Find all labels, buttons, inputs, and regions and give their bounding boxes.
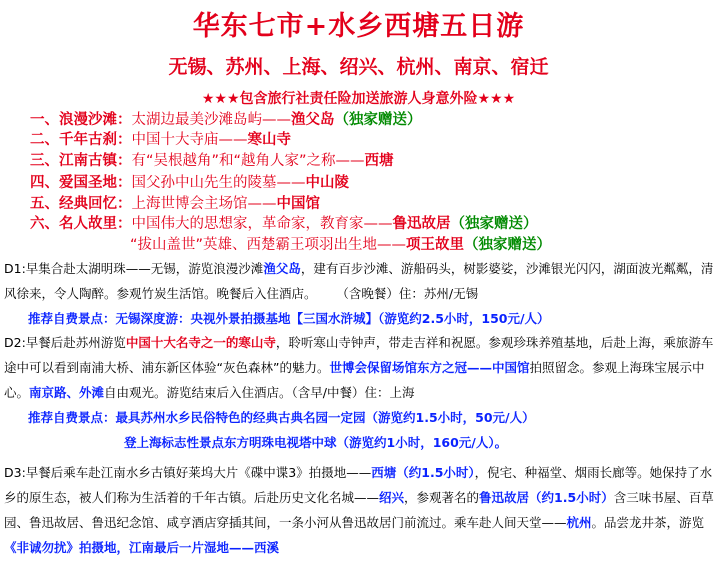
highlight-item xyxy=(30,110,422,130)
day-2-section xyxy=(4,330,714,455)
highlight-place: 中山陵 xyxy=(305,175,349,191)
highlight-item xyxy=(30,173,349,193)
day-text: ，参观著名的 xyxy=(404,490,480,505)
day-meal-lodging: （含晚餐）住：苏州/无锡 xyxy=(336,286,479,301)
day-highlight: 《非诚勿扰》拍摄地，江南最后一片湿地——西溪 xyxy=(4,540,280,555)
day-highlight: 中国十大名寺之一的寒山寺 xyxy=(125,335,276,350)
day-highlight: 世博会保留场馆东方之冠——中国馆 xyxy=(329,360,530,375)
highlight-place: 鲁迅故居 xyxy=(392,216,451,232)
city-list: 无锡、苏州、上海、绍兴、杭州、南京、宿迁 xyxy=(168,56,549,78)
highlight-sep: ： xyxy=(117,153,132,169)
day-highlight: 西塘（约1.5小时） xyxy=(371,465,475,480)
highlight-sep: ： xyxy=(117,196,132,212)
day-text: ，建有百步沙滩、游船码头，树影婆娑，沙滩银光闪闪，湖面波光粼粼，清风徐来，令人陶醉。参观竹炭生活馆。晚餐后入住酒店。 xyxy=(4,261,714,301)
day-text: 拍照留念。参观上海珠宝展示中心。 xyxy=(4,360,705,400)
day-label: D2: xyxy=(4,335,26,350)
day-2-text xyxy=(4,330,714,405)
highlight-number: 二、 xyxy=(30,132,59,148)
day-highlight: 南京路、外滩 xyxy=(29,385,105,400)
highlight-place: 渔父岛 xyxy=(291,112,335,128)
highlight-key: 爱国圣地 xyxy=(59,175,117,191)
optional-attraction: 推荐自费景点：最具苏州水乡民俗特色的经典古典名园一定园（游览约1.5小时，50元/人） xyxy=(28,410,535,425)
optional-attraction: 登上海标志性景点东方明珠电视塔中球（游览约1小时，160元/人）。 xyxy=(124,435,508,450)
highlight-item xyxy=(30,151,394,171)
highlight-sep: ： xyxy=(117,175,132,191)
page-title: 华东七市+水乡西塘五日游 xyxy=(192,11,525,42)
day-text: 早集合赴太湖明珠——无锡，游览浪漫沙滩 xyxy=(25,261,264,276)
day-text: ，聆听寒山寺钟声，带走吉祥和祝愿。参观珍珠养殖基地，后赴上海，乘旅游车途中可以看到南浦大桥、浦东新区体验“灰色森林”的魅力。 xyxy=(4,335,714,375)
day-highlight: 绍兴 xyxy=(379,490,405,505)
day-text: 自由观光。游览结束后入住酒店。（含早/中餐）住：上海 xyxy=(104,385,415,400)
insurance-banner: ★★★包含旅行社责任险加送旅游人身意外险★★★ xyxy=(201,91,516,107)
highlight-number: 一、 xyxy=(30,112,59,128)
highlight-place: 西塘 xyxy=(364,153,394,169)
day-2-recommend xyxy=(4,405,714,430)
highlight-number: 四、 xyxy=(30,175,59,191)
highlight-desc: 国父孙中山先生的陵墓—— xyxy=(131,175,306,191)
day-3-text xyxy=(4,460,714,560)
highlight-key: 经典回忆 xyxy=(59,196,117,212)
day-label: D1: xyxy=(4,261,26,276)
day-highlight: 鲁迅故居（约1.5小时） xyxy=(479,490,614,505)
optional-attraction: 推荐自费景点：无锡深度游：央视外景拍摄基地【三国水浒城】（游览约2.5小时，150元/人） xyxy=(28,311,550,326)
highlight-key: 浪漫沙滩 xyxy=(59,112,117,128)
highlight-desc: “拔山盖世”英雄、西楚霸王项羽出生地—— xyxy=(130,237,407,253)
day-2-recommend xyxy=(4,430,714,455)
highlight-desc: 有“吴根越角”和“越角人家”之称—— xyxy=(131,153,365,169)
day-1-text xyxy=(4,256,714,306)
highlight-sep: ： xyxy=(117,112,132,128)
highlight-bonus: （独家赠送） xyxy=(464,237,552,253)
day-text: 早餐后乘车赴江南水乡古镇好莱坞大片《碟中谍3》拍摄地—— xyxy=(25,465,372,480)
highlight-desc: 中国十大寺庙—— xyxy=(131,132,248,148)
highlight-item xyxy=(30,194,320,214)
day-text: 。品尝龙井茶，游览 xyxy=(591,515,705,530)
highlight-sep: ： xyxy=(117,132,132,148)
highlight-number: 三、 xyxy=(30,153,59,169)
day-label: D3: xyxy=(4,465,26,480)
highlight-place: 项王故里 xyxy=(406,237,465,253)
day-1-recommend xyxy=(4,306,714,331)
highlight-place: 寒山寺 xyxy=(247,132,291,148)
highlight-desc: 太湖边最美沙滩岛屿—— xyxy=(131,112,291,128)
highlight-item xyxy=(30,130,291,150)
highlight-number: 六、 xyxy=(30,216,59,232)
day-1-section xyxy=(4,256,714,331)
day-text: ，倪宅、种福堂、烟雨长廊等。她保持了水乡的原生态，被人们称为生活着的千年古镇。后赴历史文化名城—— xyxy=(4,465,713,505)
day-highlight: 杭州 xyxy=(566,515,592,530)
highlight-bonus: （独家赠送） xyxy=(334,112,422,128)
highlight-key: 千年古刹 xyxy=(59,132,117,148)
day-text: 早餐后赴苏州游览 xyxy=(25,335,126,350)
day-text: 含三味书屋、百草园、鲁迅故居、鲁迅纪念馆、咸亨酒店穿插其间，一条小河从鲁迅故居门前流过。乘车赴人间天堂—— xyxy=(4,490,714,530)
highlight-desc: 中国伟大的思想家，革命家，教育家—— xyxy=(131,216,393,232)
day-highlight: 渔父岛 xyxy=(263,261,301,276)
highlight-bonus: （独家赠送） xyxy=(450,216,538,232)
day-3-section xyxy=(4,460,714,560)
highlight-key: 江南古镇 xyxy=(59,153,117,169)
highlight-item xyxy=(130,235,551,255)
highlight-sep: ： xyxy=(117,216,132,232)
highlight-number: 五、 xyxy=(30,196,59,212)
highlight-desc: 上海世博会主场馆—— xyxy=(131,196,277,212)
highlight-place: 中国馆 xyxy=(276,196,320,212)
highlight-key: 名人故里 xyxy=(59,216,117,232)
highlight-item xyxy=(30,214,538,234)
